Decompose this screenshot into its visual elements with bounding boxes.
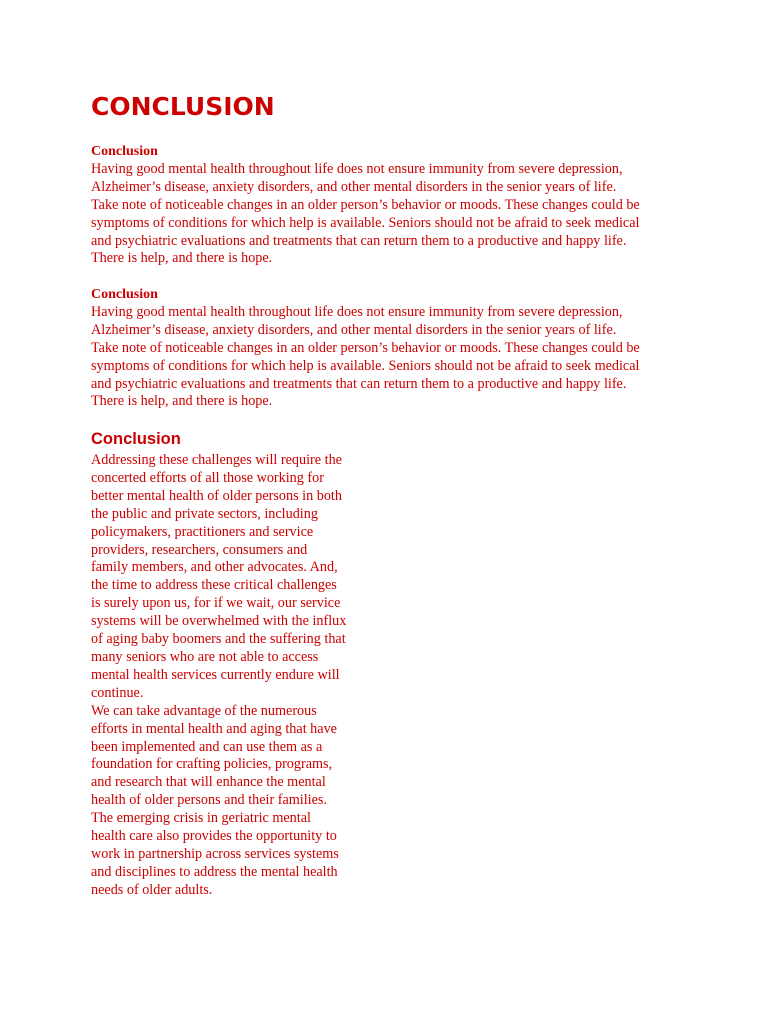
- section-heading: Conclusion: [91, 144, 158, 159]
- conclusion-section-3: [91, 429, 381, 900]
- page-title: CONCLUSION: [91, 92, 275, 121]
- conclusion-section-2: [91, 286, 691, 411]
- section-body-text: Having good mental health throughout life does not ensure immunity from severe depression, Alzheimer’s disease, anxiety disorders, and other mental disorders in the senior years of life. Take note of noticeable changes in an older person’s behavior or moods. These changes could be symptoms of conditions for which help is available. Seniors should not be afraid to seek medical and psychiatric evaluations and treatments that can return them to a productive and happy life. There is help, and there is hope.: [91, 303, 640, 410]
- conclusion-section-1: [91, 143, 691, 268]
- section-body-text: Addressing these challenges will require the concerted efforts of all those working for better mental health of older persons in both the public and private sectors, including policymakers, practitioners and service providers, researchers, consumers and family members, and other advocates. And, the time to address these critical challenges is surely upon us, for if we wait, our service systems will be overwhelmed with the influx of aging baby boomers and the suffering that many seniors who are not able to access mental health services currently endure will continue. We can take advantage of the numerous efforts in mental health and aging that have been implemented and can use them as a foundation for crafting policies, programs, and research that will enhance the mental health of older persons and their families. The emerging crisis in geriatric mental health care also provides the opportunity to work in partnership across services systems and disciplines to address the mental health needs of older adults.: [91, 452, 347, 898]
- section-heading: Conclusion: [91, 287, 158, 302]
- section-body-text: Having good mental health throughout life does not ensure immunity from severe depression, Alzheimer’s disease, anxiety disorders, and other mental disorders in the senior years of life. Take note of noticeable changes in an older person’s behavior or moods. These changes could be symptoms of conditions for which help is available. Seniors should not be afraid to seek medical and psychiatric evaluations and treatments that can return them to a productive and happy life. There is help, and there is hope.: [91, 160, 640, 267]
- section-heading: Conclusion: [91, 430, 181, 448]
